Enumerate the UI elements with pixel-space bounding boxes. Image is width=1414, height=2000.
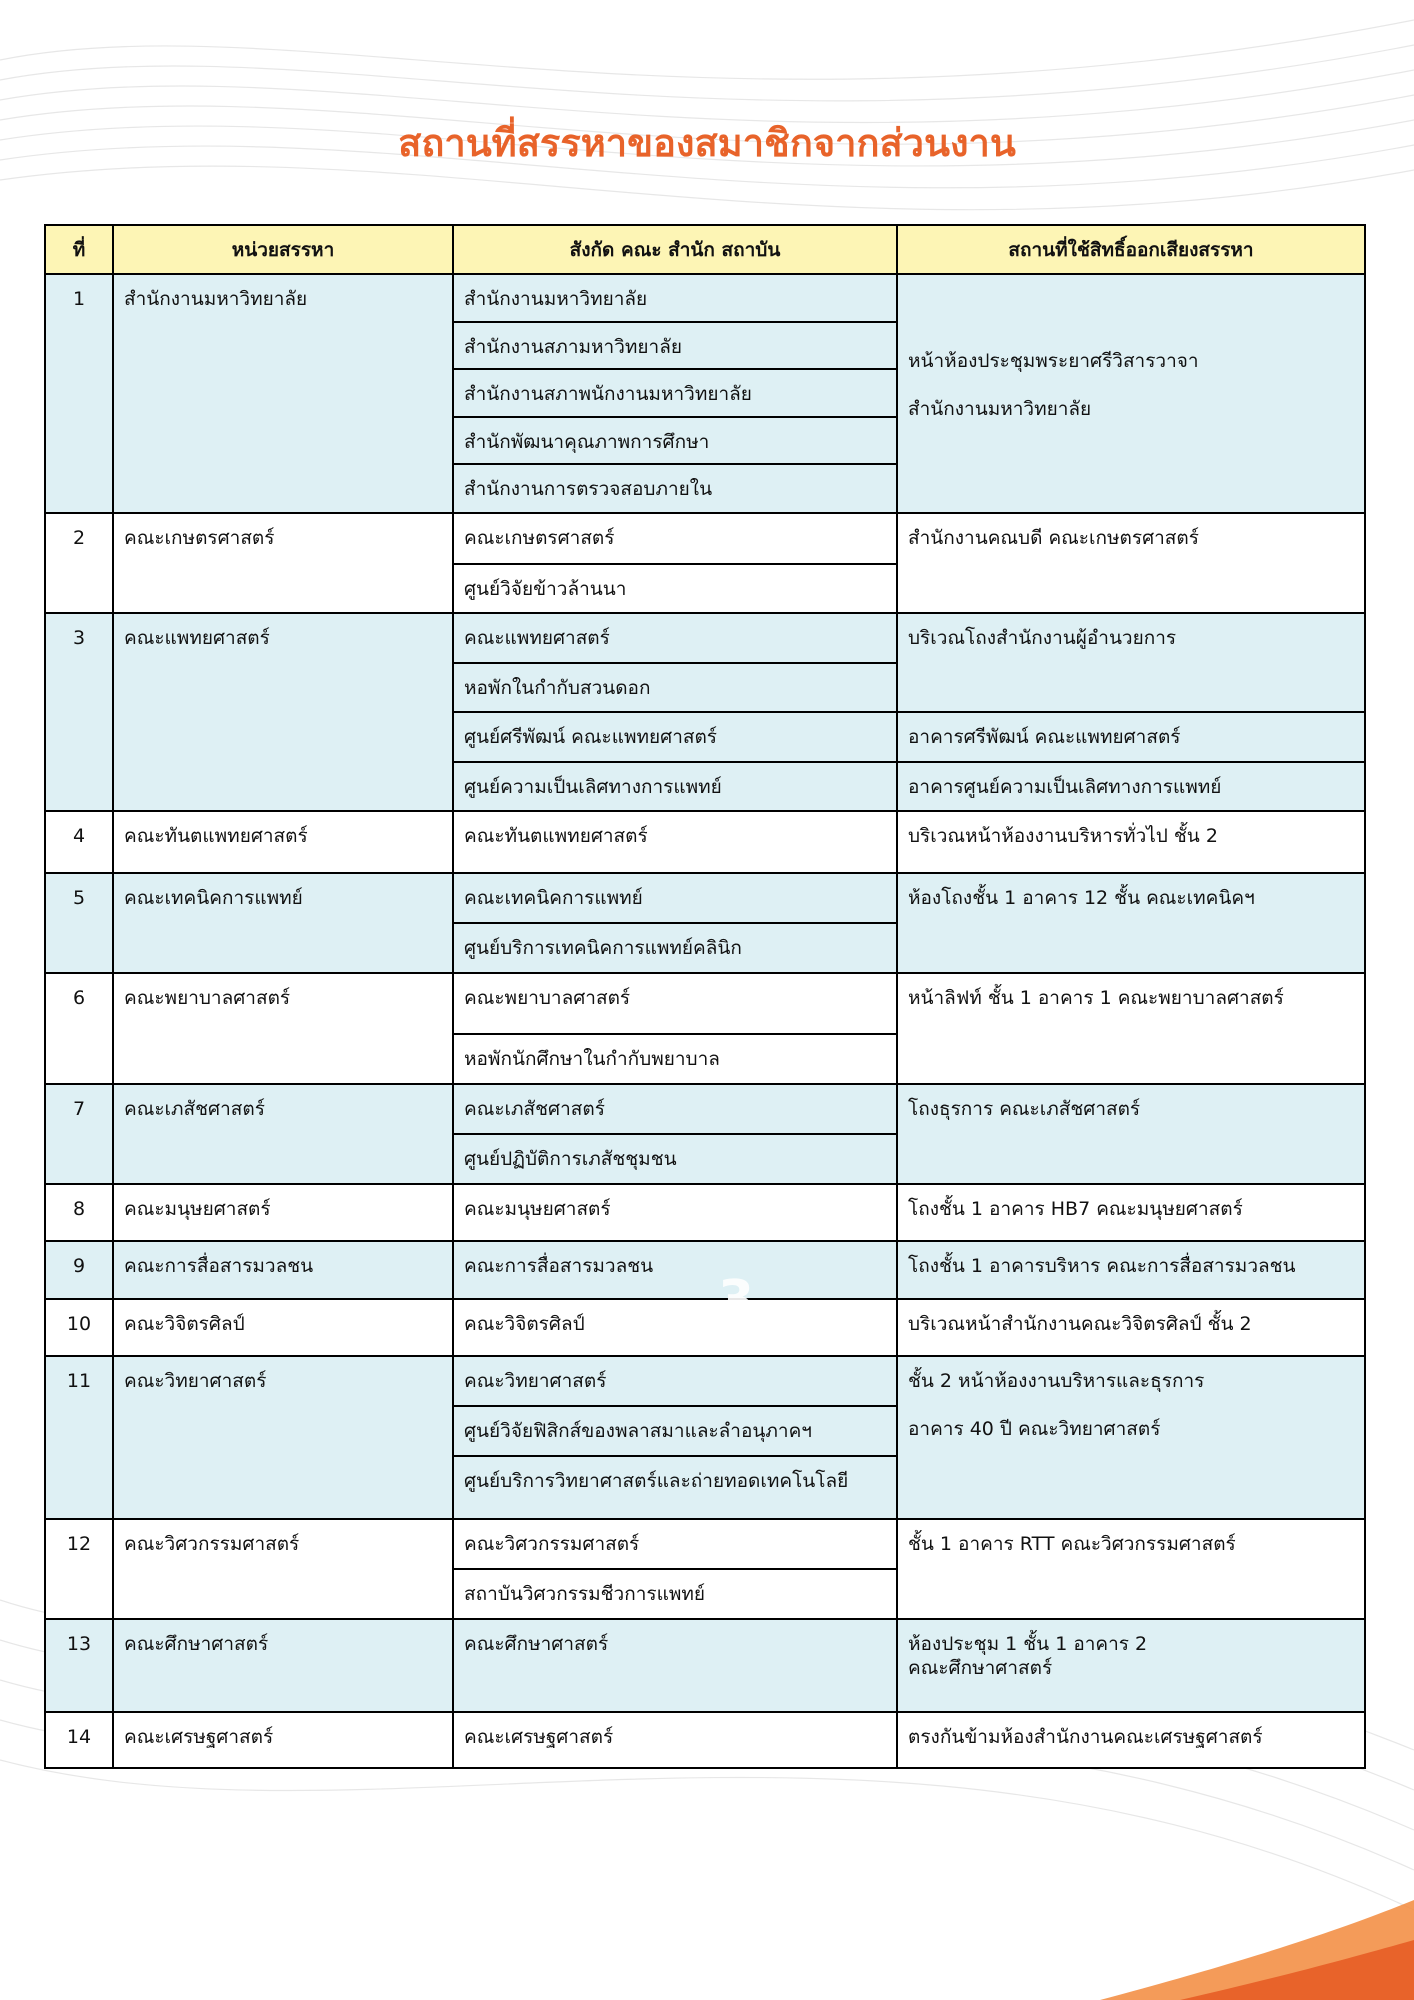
unit-name: คณะศึกษาศาสตร์ [113, 1619, 453, 1712]
unit-name: คณะเกษตรศาสตร์ [113, 513, 453, 613]
voting-location: บริเวณหน้าสำนักงานคณะวิจิตรศิลป์ ชั้น 2 [897, 1299, 1365, 1356]
row-number: 7 [45, 1084, 113, 1184]
table-row [45, 1299, 1365, 1356]
voting-location-line: อาคาร 40 ปี คณะวิทยาศาสตร์ [908, 1418, 1161, 1440]
affiliation: สำนักงานมหาวิทยาลัย [453, 274, 897, 322]
affiliation: สถาบันวิศวกรรมชีวการแพทย์ [453, 1569, 897, 1619]
row-number: 3 [45, 613, 113, 811]
table-row [45, 513, 1365, 564]
unit-name: คณะวิทยาศาสตร์ [113, 1356, 453, 1519]
voting-location: โถงชั้น 1 อาคาร HB7 คณะมนุษยศาสตร์ [897, 1184, 1365, 1241]
row-number: 11 [45, 1356, 113, 1519]
affiliation: ศูนย์บริการเทคนิคการแพทย์คลินิก [453, 923, 897, 973]
affiliation: สำนักงานสภามหาวิทยาลัย [453, 322, 897, 369]
voting-location: อาคารศรีพัฒน์ คณะแพทยศาสตร์ [897, 712, 1365, 762]
table-row [45, 274, 1365, 322]
affiliation: ศูนย์ศรีพัฒน์ คณะแพทยศาสตร์ [453, 712, 897, 762]
affiliation: คณะทันตแพทยศาสตร์ [453, 811, 897, 873]
row-number: 13 [45, 1619, 113, 1712]
affiliation: ศูนย์ความเป็นเลิศทางการแพทย์ [453, 762, 897, 811]
row-number: 14 [45, 1712, 113, 1768]
table-row [45, 1356, 1365, 1406]
affiliation: คณะเศรษฐศาสตร์ [453, 1712, 897, 1768]
affiliation: คณะมนุษยศาสตร์ [453, 1184, 897, 1241]
affiliation: หอพักนักศึกษาในกำกับพยาบาล [453, 1034, 897, 1084]
affiliation: สำนักพัฒนาคุณภาพการศึกษา [453, 417, 897, 464]
recruitment-table [44, 224, 1366, 1769]
voting-location: ห้องโถงชั้น 1 อาคาร 12 ชั้น คณะเทคนิคฯ [897, 873, 1365, 973]
affiliation: คณะวิจิตรศิลป์ [453, 1299, 897, 1356]
table-row [45, 613, 1365, 663]
table-row [45, 873, 1365, 923]
page-title: สถานที่สรรหาของสมาชิกจากส่วนงาน [398, 121, 1016, 165]
voting-location [897, 1619, 1365, 1712]
affiliation: คณะการสื่อสารมวลชน [453, 1241, 897, 1299]
header-location: สถานที่ใช้สิทธิ์ออกเสียงสรรหา [897, 225, 1365, 274]
voting-location-line: สำนักงานมหาวิทยาลัย [908, 398, 1092, 420]
page-number-mark: 3 [718, 1270, 755, 1330]
unit-name: คณะพยาบาลศาสตร์ [113, 973, 453, 1084]
row-number: 6 [45, 973, 113, 1084]
voting-location: โถงชั้น 1 อาคารบริหาร คณะการสื่อสารมวลชน [897, 1241, 1365, 1299]
voting-location: โถงธุรการ คณะเภสัชศาสตร์ [897, 1084, 1365, 1184]
affiliation: คณะเกษตรศาสตร์ [453, 513, 897, 564]
row-number: 10 [45, 1299, 113, 1356]
row-number: 4 [45, 811, 113, 873]
voting-location [897, 274, 1365, 513]
unit-name: สำนักงานมหาวิทยาลัย [113, 274, 453, 513]
voting-location-line: คณะศึกษาศาสตร์ [908, 1657, 1053, 1679]
unit-name: คณะเภสัชศาสตร์ [113, 1084, 453, 1184]
row-number: 5 [45, 873, 113, 973]
affiliation: ศูนย์วิจัยฟิสิกส์ของพลาสมาและลำอนุภาคฯ [453, 1406, 897, 1456]
row-number: 12 [45, 1519, 113, 1619]
header-unit: หน่วยสรรหา [113, 225, 453, 274]
unit-name: คณะเศรษฐศาสตร์ [113, 1712, 453, 1768]
table-row [45, 1712, 1365, 1768]
unit-name: คณะวิจิตรศิลป์ [113, 1299, 453, 1356]
unit-name: คณะทันตแพทยศาสตร์ [113, 811, 453, 873]
voting-location: ชั้น 1 อาคาร RTT คณะวิศวกรรมศาสตร์ [897, 1519, 1365, 1619]
row-number: 9 [45, 1241, 113, 1299]
table-row [45, 973, 1365, 1034]
affiliation: ศูนย์วิจัยข้าวล้านนา [453, 564, 897, 613]
voting-location-line: หน้าห้องประชุมพระยาศรีวิสารวาจา [908, 350, 1199, 372]
voting-location: บริเวณหน้าห้องงานบริหารทั่วไป ชั้น 2 [897, 811, 1365, 873]
affiliation: ศูนย์บริการวิทยาศาสตร์และถ่ายทอดเทคโนโลยี [453, 1456, 897, 1519]
affiliation: สำนักงานสภาพนักงานมหาวิทยาลัย [453, 369, 897, 417]
voting-location: ตรงกันข้ามห้องสำนักงานคณะเศรษฐศาสตร์ [897, 1712, 1365, 1768]
table-row [45, 811, 1365, 873]
affiliation: สำนักงานการตรวจสอบภายใน [453, 464, 897, 513]
voting-location: บริเวณโถงสำนักงานผู้อำนวยการ [897, 613, 1365, 712]
unit-name: คณะการสื่อสารมวลชน [113, 1241, 453, 1299]
table-row [45, 1184, 1365, 1241]
voting-location [897, 1356, 1365, 1519]
affiliation: คณะวิทยาศาสตร์ [453, 1356, 897, 1406]
row-number: 1 [45, 274, 113, 513]
affiliation: คณะเภสัชศาสตร์ [453, 1084, 897, 1134]
row-number: 2 [45, 513, 113, 613]
row-number: 8 [45, 1184, 113, 1241]
voting-location: อาคารศูนย์ความเป็นเลิศทางการแพทย์ [897, 762, 1365, 811]
affiliation: คณะแพทยศาสตร์ [453, 613, 897, 663]
header-affiliation: สังกัด คณะ สำนัก สถาบัน [453, 225, 897, 274]
table-row [45, 1241, 1365, 1299]
unit-name: คณะมนุษยศาสตร์ [113, 1184, 453, 1241]
unit-name: คณะเทคนิคการแพทย์ [113, 873, 453, 973]
affiliation: หอพักในกำกับสวนดอก [453, 663, 897, 712]
voting-location-line: ชั้น 2 หน้าห้องงานบริหารและธุรการ [908, 1370, 1205, 1392]
affiliation: คณะเทคนิคการแพทย์ [453, 873, 897, 923]
voting-location-line: ห้องประชุม 1 ชั้น 1 อาคาร 2 [908, 1633, 1148, 1655]
unit-name: คณะวิศวกรรมศาสตร์ [113, 1519, 453, 1619]
affiliation: คณะศึกษาศาสตร์ [453, 1619, 897, 1712]
affiliation: คณะวิศวกรรมศาสตร์ [453, 1519, 897, 1569]
voting-location: สำนักงานคณบดี คณะเกษตรศาสตร์ [897, 513, 1365, 613]
table-row [45, 1084, 1365, 1134]
unit-name: คณะแพทยศาสตร์ [113, 613, 453, 811]
table-row [45, 1619, 1365, 1712]
voting-location: หน้าลิฟท์ ชั้น 1 อาคาร 1 คณะพยาบาลศาสตร์ [897, 973, 1365, 1084]
affiliation: คณะพยาบาลศาสตร์ [453, 973, 897, 1034]
table-header-row [45, 225, 1365, 274]
header-number: ที่ [45, 225, 113, 274]
table-row [45, 1519, 1365, 1569]
affiliation: ศูนย์ปฏิบัติการเภสัชชุมชน [453, 1134, 897, 1184]
